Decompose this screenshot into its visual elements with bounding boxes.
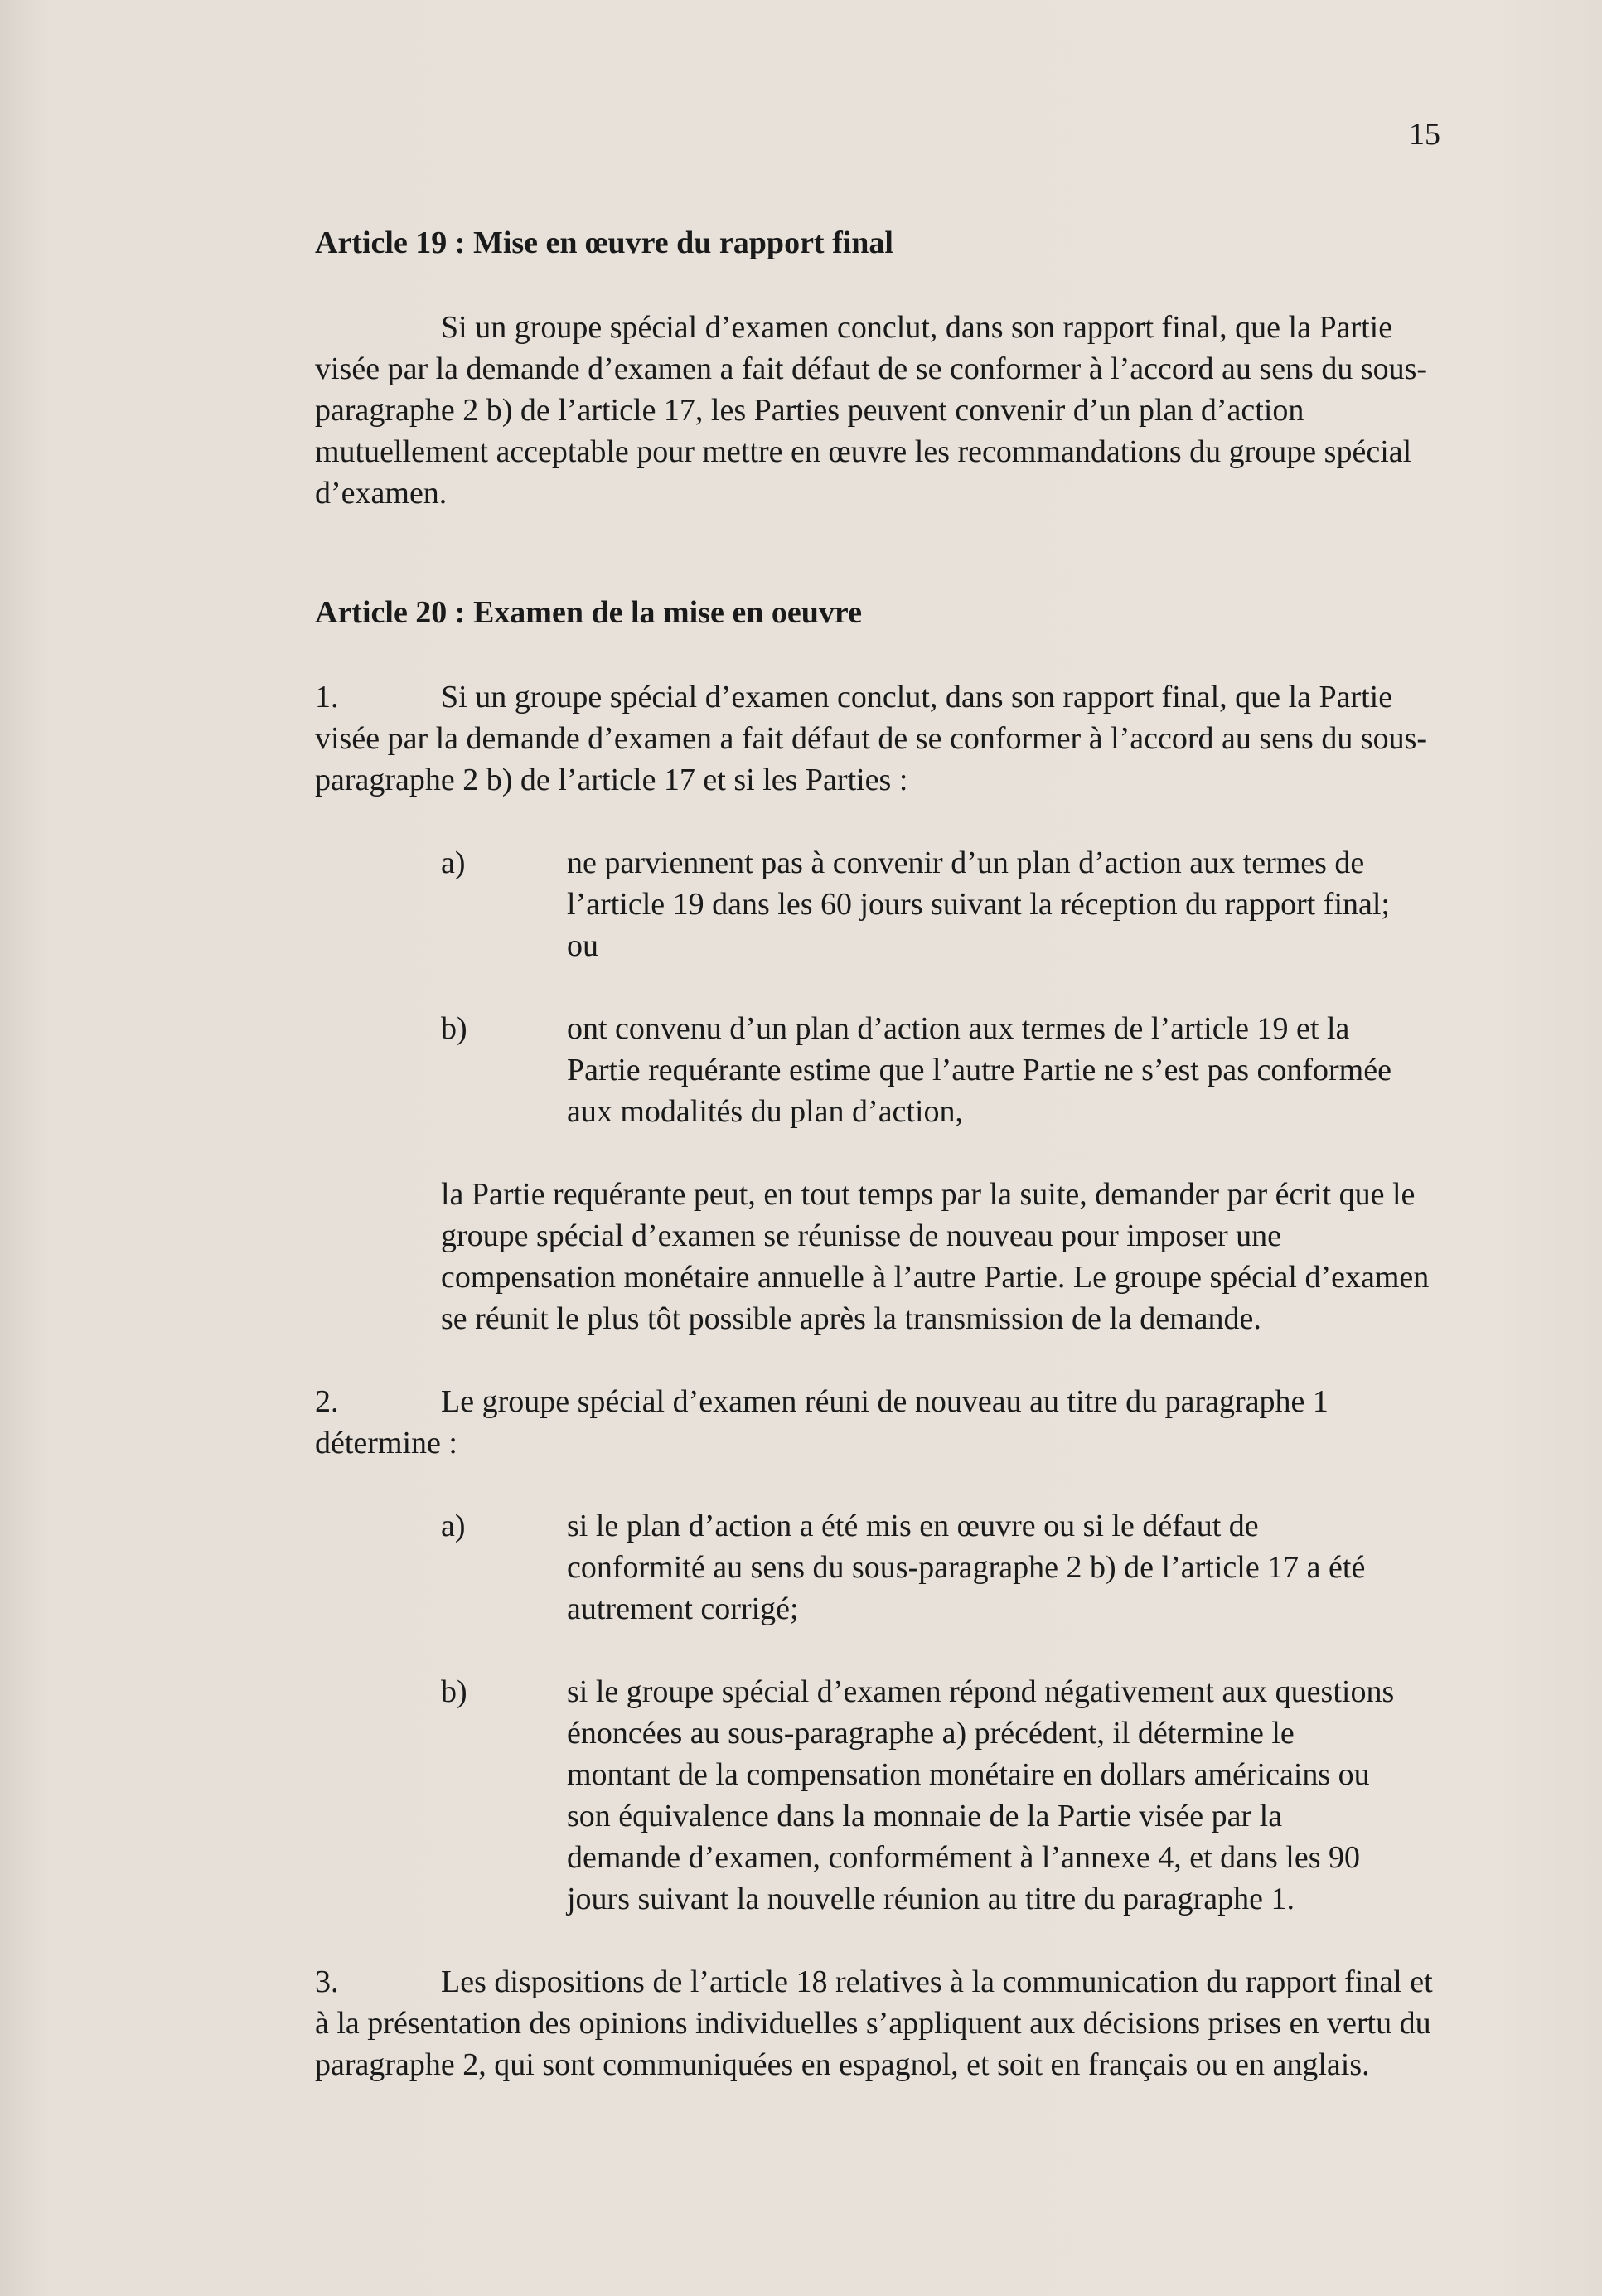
- article-20-p2-item-a: [441, 1505, 1450, 1630]
- paragraph-number: 2.: [315, 1384, 339, 1419]
- article-20-paragraph-1: [315, 676, 1450, 801]
- article-20-p1-item-b: [441, 1008, 1450, 1132]
- article-20-heading: Article 20 : Examen de la mise en oeuvre: [315, 595, 862, 630]
- article-19-body: Si un groupe spécial d’examen conclut, dans son rapport final, que la Partie visée par la demande d’examen a fait défaut de se conformer à l’accord au sens du sous-paragraphe 2 b) de l’article 17, les Parties peuvent convenir d’un plan d’action mutuellement acceptable pour mettre en œuvre les recommandations du groupe spécial d’examen.: [315, 310, 1428, 511]
- item-letter: a): [441, 1509, 466, 1543]
- paragraph-text: Le groupe spécial d’examen réuni de nouveau au titre du paragraphe 1 détermine :: [315, 1384, 1329, 1460]
- article-20-p2-item-b: [441, 1671, 1450, 1920]
- page-number: 15: [1409, 117, 1440, 152]
- article-20-p1-continuation: la Partie requérante peut, en tout temps par la suite, demander par écrit que le groupe spécial d’examen se réunisse de nouveau pour imposer une compensation monétaire annuelle à l’autre Partie. Le groupe spécial d’examen se réunit le plus tôt possible après la transmission de la demande.: [441, 1177, 1430, 1336]
- item-text: ont convenu d’un plan d’action aux termes de l’article 19 et la Partie requérante estime que l’autre Partie ne s’est pas conformée aux modalités du plan d’action,: [567, 1011, 1391, 1129]
- item-text: si le plan d’action a été mis en œuvre ou si le défaut de conformité au sens du sous-paragraphe 2 b) de l’article 17 a été autrement corrigé;: [567, 1509, 1366, 1626]
- item-letter: b): [441, 1011, 467, 1046]
- paragraph-text: Les dispositions de l’article 18 relatives à la communication du rapport final et à la présentation des opinions individuelles s’appliquent aux décisions prises en vertu du paragraphe 2, qui sont communiquées en espagnol, et soit en français ou en anglais.: [315, 1964, 1433, 2082]
- item-letter: a): [441, 845, 466, 880]
- article-20-p1-item-a: [441, 842, 1450, 966]
- article-20-paragraph-3: [315, 1961, 1450, 2085]
- paragraph-text: Si un groupe spécial d’examen conclut, dans son rapport final, que la Partie visée par la demande d’examen a fait défaut de se conformer à l’accord au sens du sous-paragraphe 2 b) de l’article 17 et si les Parties :: [315, 680, 1428, 797]
- item-text: si le groupe spécial d’examen répond négativement aux questions énoncées au sous-paragraphe a) précédent, il détermine le montant de la compensation monétaire en dollars américains ou son équivalence dans la monnaie de la Partie visée par la demande d’examen, conformément à l’annexe 4, et dans les 90 jours suivant la nouvelle réunion au titre du paragraphe 1.: [567, 1674, 1395, 1916]
- article-20-paragraph-2: [315, 1381, 1450, 1464]
- article-19-heading: Article 19 : Mise en œuvre du rapport final: [315, 225, 893, 260]
- item-letter: b): [441, 1674, 467, 1709]
- paragraph-number: 1.: [315, 680, 339, 714]
- document-body: [315, 222, 1450, 2085]
- paragraph-number: 3.: [315, 1964, 339, 1999]
- item-text: ne parviennent pas à convenir d’un plan d’action aux termes de l’article 19 dans les 60 jours suivant la réception du rapport final; ou: [567, 845, 1390, 963]
